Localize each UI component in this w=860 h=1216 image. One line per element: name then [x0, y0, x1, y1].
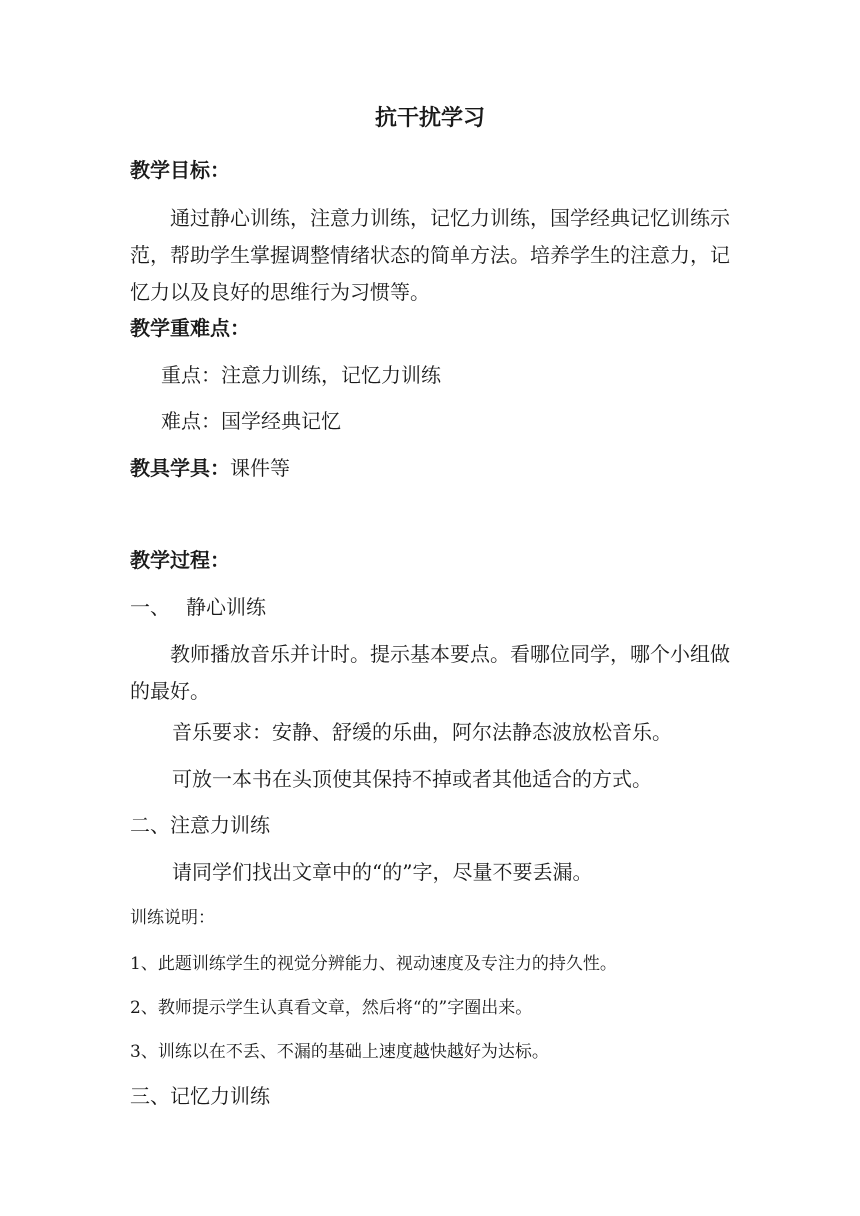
- training-note-1: 1、此题训练学生的视觉分辨能力、视动速度及专注力的持久性。: [130, 954, 617, 974]
- section1-title: 静心训练: [186, 595, 266, 619]
- objectives-heading: 教学目标：: [130, 158, 230, 182]
- difficult-point-text: 难点：国学经典记忆: [161, 409, 341, 433]
- section1-number: 一、: [130, 595, 170, 619]
- training-note-3: 3、训练以在不丢、不漏的基础上速度越快越好为达标。: [130, 1042, 549, 1062]
- document-title: 抗干扰学习: [374, 106, 485, 131]
- training-note-label: 训练说明：: [130, 908, 215, 928]
- section1-paragraph-3: 可放一本书在头顶使其保持不掉或者其他适合的方式。: [172, 767, 652, 791]
- section2-title: 二、注意力训练: [130, 813, 270, 837]
- section2-paragraph-1: 请同学们找出文章中的“的”字，尽量不要丢漏。: [172, 860, 593, 884]
- section1-paragraph-1: 教师播放音乐并计时。提示基本要点。看哪位同学，哪个小组做的最好。: [130, 642, 730, 703]
- section3-title: 三、记忆力训练: [130, 1084, 270, 1108]
- key-points-heading: 教学重难点：: [130, 316, 250, 340]
- training-note-2: 2、教师提示学生认真看文章，然后将“的”字圈出来。: [130, 998, 533, 1018]
- key-point-text: 重点：注意力训练，记忆力训练: [161, 363, 441, 387]
- process-heading: 教学过程：: [130, 548, 230, 572]
- tools-heading: 教具学具：: [130, 456, 230, 480]
- objectives-paragraph: 通过静心训练，注意力训练，记忆力训练，国学经典记忆训练示范，帮助学生掌握调整情绪状态的简单方法。培养学生的注意力，记忆力以及良好的思维行为习惯等。: [130, 206, 730, 304]
- tools-line: [130, 456, 290, 480]
- tools-value: 课件等: [230, 456, 290, 480]
- section1-paragraph-2: 音乐要求：安静、舒缓的乐曲，阿尔法静态波放松音乐。: [172, 720, 672, 744]
